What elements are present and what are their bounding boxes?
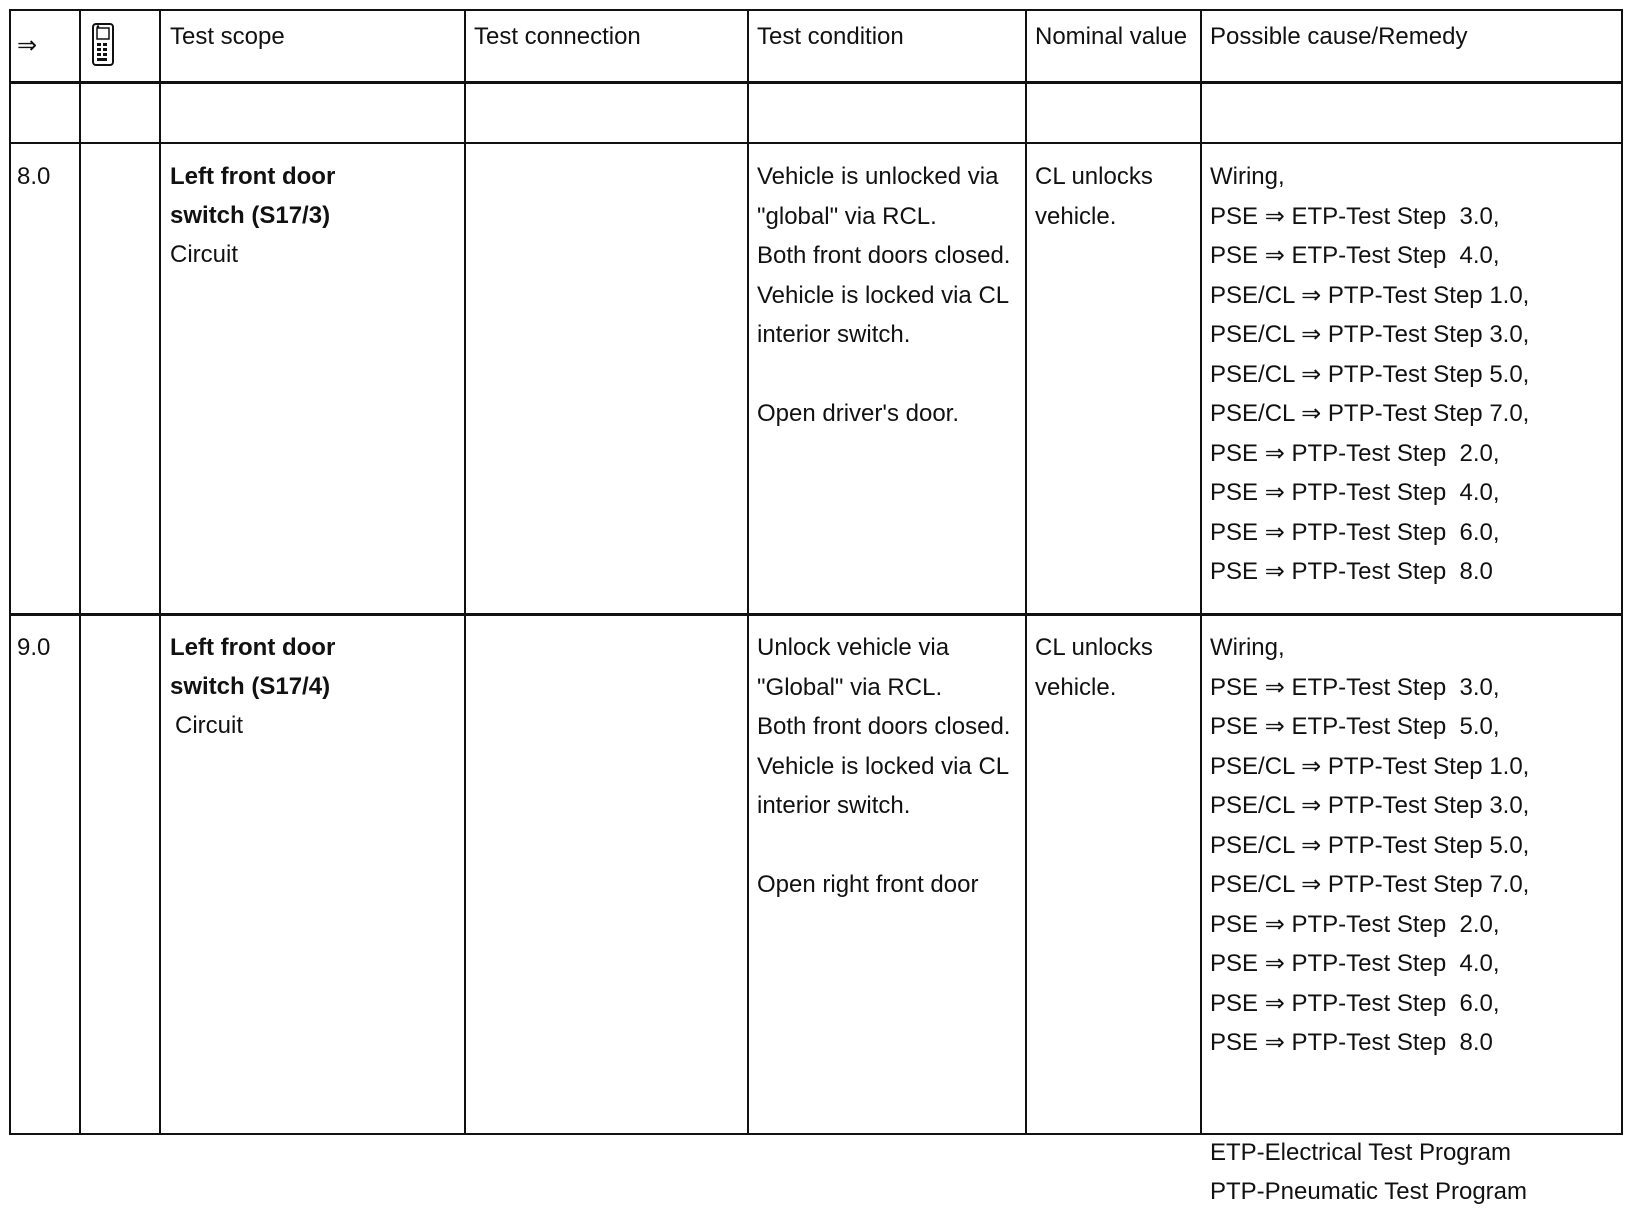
condition-line: interior switch. bbox=[757, 792, 911, 819]
condition-line: Vehicle is unlocked via bbox=[757, 163, 999, 190]
cause-line: PSE ⇒ PTP-Test Step 4.0, bbox=[1210, 479, 1500, 506]
condition-line: Vehicle is locked via CL bbox=[757, 281, 1010, 309]
cause-line: PSE ⇒ ETP-Test Step 3.0, bbox=[1210, 202, 1500, 230]
header-test-connection: Test connection bbox=[474, 23, 641, 50]
cause-line: PSE ⇒ ETP-Test Step 5.0, bbox=[1210, 713, 1500, 740]
cause-line: PSE/CL ⇒ PTP-Test Step 1.0, bbox=[1210, 281, 1530, 309]
cause-line: PSE/CL ⇒ PTP-Test Step 3.0, bbox=[1210, 321, 1530, 348]
nominal-line: vehicle. bbox=[1035, 202, 1117, 230]
cause-line: PSE ⇒ PTP-Test Step 6.0, bbox=[1210, 518, 1500, 546]
cause-line: PSE ⇒ PTP-Test Step 8.0 bbox=[1210, 558, 1493, 585]
condition-line: Vehicle is locked via CL bbox=[757, 752, 1010, 780]
column-divider bbox=[79, 11, 81, 1133]
cause-line: PSE ⇒ ETP-Test Step 4.0, bbox=[1210, 242, 1500, 269]
header-test-condition: Test condition bbox=[757, 23, 904, 50]
cause-line: PSE/CL ⇒ PTP-Test Step 1.0, bbox=[1210, 752, 1530, 780]
test-table bbox=[9, 9, 1623, 1135]
scope-title: switch (S17/4) bbox=[170, 673, 331, 700]
condition-line: Both front doors closed. bbox=[757, 713, 1011, 740]
header-nominal-value: Nominal value bbox=[1035, 23, 1188, 50]
step-number: 9.0 bbox=[17, 634, 51, 661]
column-divider bbox=[1025, 11, 1027, 1133]
column-divider bbox=[1200, 11, 1202, 1133]
cause-line: PSE/CL ⇒ PTP-Test Step 5.0, bbox=[1210, 360, 1530, 388]
cause-line: PSE ⇒ PTP-Test Step 2.0, bbox=[1210, 439, 1500, 467]
diagnostic-tester-icon bbox=[91, 23, 115, 72]
condition-line: Open driver's door. bbox=[757, 400, 960, 427]
header-arrow: ⇒ bbox=[17, 32, 38, 59]
footnote-ptp: PTP-Pneumatic Test Program bbox=[1210, 1178, 1528, 1205]
condition-line: interior switch. bbox=[757, 321, 911, 348]
cause-line: PSE ⇒ PTP-Test Step 8.0 bbox=[1210, 1029, 1493, 1056]
nominal-line: CL unlocks bbox=[1035, 634, 1153, 661]
cause-line: PSE ⇒ PTP-Test Step 4.0, bbox=[1210, 950, 1500, 977]
footnote-etp: ETP-Electrical Test Program bbox=[1210, 1139, 1511, 1166]
cause-line: PSE/CL ⇒ PTP-Test Step 5.0, bbox=[1210, 831, 1530, 859]
cause-line: PSE/CL ⇒ PTP-Test Step 7.0, bbox=[1210, 400, 1530, 427]
scope-subtitle: Circuit bbox=[175, 712, 244, 739]
condition-line: "global" via RCL. bbox=[757, 202, 937, 230]
column-divider bbox=[159, 11, 161, 1133]
scope-title: Left front door bbox=[170, 163, 336, 190]
cause-line: PSE/CL ⇒ PTP-Test Step 7.0, bbox=[1210, 871, 1530, 898]
cause-line: PSE/CL ⇒ PTP-Test Step 3.0, bbox=[1210, 792, 1530, 819]
header-divider bbox=[11, 81, 1621, 84]
scope-title: Left front door bbox=[170, 634, 336, 661]
cause-line: PSE ⇒ PTP-Test Step 2.0, bbox=[1210, 910, 1500, 938]
condition-line: "Global" via RCL. bbox=[757, 673, 943, 701]
cause-line: PSE ⇒ ETP-Test Step 3.0, bbox=[1210, 673, 1500, 701]
header-possible-cause: Possible cause/Remedy bbox=[1210, 23, 1468, 50]
cause-line: PSE ⇒ PTP-Test Step 6.0, bbox=[1210, 989, 1500, 1017]
step-number: 8.0 bbox=[17, 163, 51, 190]
row-divider bbox=[11, 613, 1621, 616]
condition-line: Both front doors closed. bbox=[757, 242, 1011, 269]
nominal-line: vehicle. bbox=[1035, 673, 1117, 701]
row-divider bbox=[11, 142, 1621, 144]
cause-line: Wiring, bbox=[1210, 163, 1285, 190]
column-divider bbox=[464, 11, 466, 1133]
scope-title: switch (S17/3) bbox=[170, 202, 331, 229]
scope-subtitle: Circuit bbox=[170, 241, 239, 268]
column-divider bbox=[747, 11, 749, 1133]
header-test-scope: Test scope bbox=[170, 23, 285, 50]
cause-line: Wiring, bbox=[1210, 634, 1285, 661]
condition-line: Unlock vehicle via bbox=[757, 634, 950, 661]
condition-line: Open right front door bbox=[757, 871, 979, 898]
nominal-line: CL unlocks bbox=[1035, 163, 1153, 190]
